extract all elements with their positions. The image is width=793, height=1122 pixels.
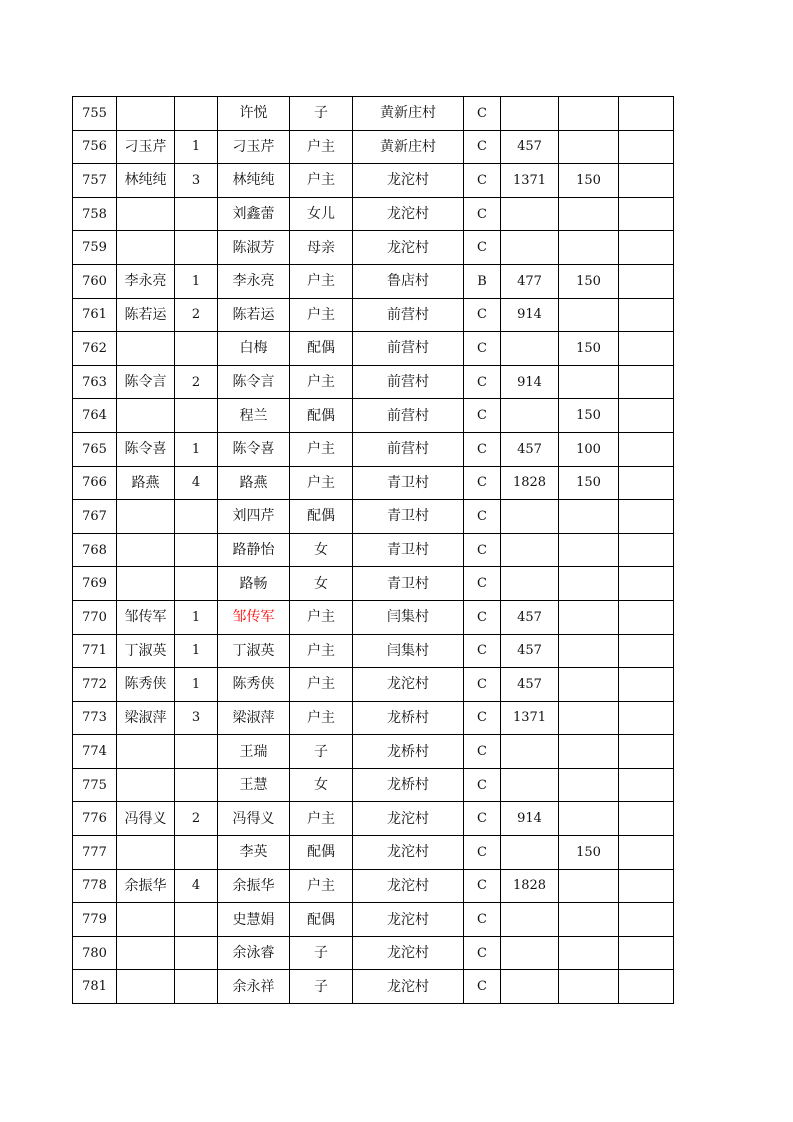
amount-a-cell: 457 xyxy=(501,130,559,164)
household-size-cell xyxy=(175,231,218,265)
amount-b-cell xyxy=(559,567,619,601)
village-cell: 黄新庄村 xyxy=(353,130,464,164)
household-size-cell: 1 xyxy=(175,634,218,668)
row-number-cell: 780 xyxy=(73,936,117,970)
household-size-cell: 1 xyxy=(175,264,218,298)
note-cell xyxy=(619,130,674,164)
note-cell xyxy=(619,802,674,836)
note-cell xyxy=(619,701,674,735)
note-cell xyxy=(619,231,674,265)
household-size-cell xyxy=(175,197,218,231)
table-row xyxy=(73,130,674,164)
grade-cell: C xyxy=(464,130,501,164)
relation-cell: 户主 xyxy=(290,432,353,466)
note-cell xyxy=(619,567,674,601)
row-number-cell: 781 xyxy=(73,970,117,1004)
village-cell: 鲁店村 xyxy=(353,264,464,298)
member-name-cell: 丁淑英 xyxy=(218,634,290,668)
grade-cell: C xyxy=(464,701,501,735)
member-name-cell: 邹传军 xyxy=(218,600,290,634)
row-number-cell: 764 xyxy=(73,399,117,433)
table-row xyxy=(73,332,674,366)
household-head-cell xyxy=(117,197,175,231)
amount-a-cell: 457 xyxy=(501,634,559,668)
household-size-cell: 2 xyxy=(175,802,218,836)
grade-cell: C xyxy=(464,466,501,500)
household-head-cell: 林纯纯 xyxy=(117,164,175,198)
amount-a-cell xyxy=(501,197,559,231)
table-row xyxy=(73,533,674,567)
amount-a-cell: 914 xyxy=(501,365,559,399)
household-head-cell xyxy=(117,97,175,131)
household-head-cell xyxy=(117,936,175,970)
amount-b-cell xyxy=(559,298,619,332)
grade-cell: C xyxy=(464,802,501,836)
row-number-cell: 775 xyxy=(73,768,117,802)
amount-b-cell xyxy=(559,802,619,836)
amount-a-cell xyxy=(501,836,559,870)
relation-cell: 子 xyxy=(290,735,353,769)
amount-b-cell xyxy=(559,231,619,265)
grade-cell: C xyxy=(464,869,501,903)
table-row xyxy=(73,231,674,265)
note-cell xyxy=(619,500,674,534)
amount-b-cell: 150 xyxy=(559,164,619,198)
village-cell: 青卫村 xyxy=(353,533,464,567)
member-name-cell: 史慧娟 xyxy=(218,903,290,937)
note-cell xyxy=(619,399,674,433)
note-cell xyxy=(619,903,674,937)
household-head-cell xyxy=(117,231,175,265)
row-number-cell: 765 xyxy=(73,432,117,466)
amount-a-cell xyxy=(501,533,559,567)
village-cell: 龙桥村 xyxy=(353,735,464,769)
amount-b-cell xyxy=(559,936,619,970)
relation-cell: 户主 xyxy=(290,365,353,399)
note-cell xyxy=(619,332,674,366)
household-head-cell xyxy=(117,533,175,567)
amount-a-cell xyxy=(501,500,559,534)
household-size-cell: 4 xyxy=(175,466,218,500)
row-number-cell: 769 xyxy=(73,567,117,601)
table-row xyxy=(73,432,674,466)
member-name-cell: 刘四芹 xyxy=(218,500,290,534)
relation-cell: 户主 xyxy=(290,298,353,332)
grade-cell: C xyxy=(464,634,501,668)
household-size-cell: 1 xyxy=(175,600,218,634)
relation-cell: 户主 xyxy=(290,130,353,164)
village-cell: 前营村 xyxy=(353,365,464,399)
member-name-cell: 王瑞 xyxy=(218,735,290,769)
village-cell: 龙沱村 xyxy=(353,936,464,970)
household-size-cell xyxy=(175,567,218,601)
member-name-cell: 许悦 xyxy=(218,97,290,131)
note-cell xyxy=(619,97,674,131)
amount-b-cell: 150 xyxy=(559,466,619,500)
member-name-cell: 余泳睿 xyxy=(218,936,290,970)
note-cell xyxy=(619,533,674,567)
household-head-cell xyxy=(117,768,175,802)
village-cell: 前营村 xyxy=(353,332,464,366)
household-size-cell xyxy=(175,836,218,870)
table-row xyxy=(73,466,674,500)
member-name-cell: 冯得义 xyxy=(218,802,290,836)
member-name-cell: 程兰 xyxy=(218,399,290,433)
note-cell xyxy=(619,432,674,466)
note-cell xyxy=(619,735,674,769)
grade-cell: C xyxy=(464,432,501,466)
relation-cell: 配偶 xyxy=(290,399,353,433)
note-cell xyxy=(619,869,674,903)
amount-a-cell: 914 xyxy=(501,298,559,332)
note-cell xyxy=(619,970,674,1004)
relation-cell: 子 xyxy=(290,97,353,131)
household-head-cell: 刁玉芹 xyxy=(117,130,175,164)
row-number-cell: 779 xyxy=(73,903,117,937)
grade-cell: C xyxy=(464,164,501,198)
village-cell: 前营村 xyxy=(353,399,464,433)
amount-a-cell: 914 xyxy=(501,802,559,836)
note-cell xyxy=(619,298,674,332)
note-cell xyxy=(619,768,674,802)
grade-cell: C xyxy=(464,197,501,231)
village-cell: 闫集村 xyxy=(353,600,464,634)
village-cell: 龙沱村 xyxy=(353,903,464,937)
village-cell: 黄新庄村 xyxy=(353,97,464,131)
amount-b-cell xyxy=(559,869,619,903)
grade-cell: C xyxy=(464,298,501,332)
row-number-cell: 774 xyxy=(73,735,117,769)
relation-cell: 户主 xyxy=(290,668,353,702)
amount-a-cell: 1371 xyxy=(501,701,559,735)
member-name-cell: 梁淑萍 xyxy=(218,701,290,735)
household-head-cell xyxy=(117,970,175,1004)
relation-cell: 配偶 xyxy=(290,836,353,870)
relation-cell: 户主 xyxy=(290,264,353,298)
table-row xyxy=(73,634,674,668)
note-cell xyxy=(619,668,674,702)
note-cell xyxy=(619,836,674,870)
relation-cell: 子 xyxy=(290,970,353,1004)
row-number-cell: 763 xyxy=(73,365,117,399)
row-number-cell: 768 xyxy=(73,533,117,567)
village-cell: 龙沱村 xyxy=(353,869,464,903)
grade-cell: C xyxy=(464,399,501,433)
amount-b-cell xyxy=(559,533,619,567)
village-cell: 青卫村 xyxy=(353,500,464,534)
table-row xyxy=(73,802,674,836)
relation-cell: 户主 xyxy=(290,802,353,836)
row-number-cell: 760 xyxy=(73,264,117,298)
row-number-cell: 778 xyxy=(73,869,117,903)
relation-cell: 女 xyxy=(290,533,353,567)
table-row xyxy=(73,97,674,131)
table-body xyxy=(73,97,674,1004)
relation-cell: 女儿 xyxy=(290,197,353,231)
amount-b-cell xyxy=(559,600,619,634)
member-name-cell: 刁玉芹 xyxy=(218,130,290,164)
member-name-cell: 路燕 xyxy=(218,466,290,500)
table-row xyxy=(73,668,674,702)
relation-cell: 户主 xyxy=(290,634,353,668)
amount-b-cell xyxy=(559,197,619,231)
member-name-cell: 路静怡 xyxy=(218,533,290,567)
note-cell xyxy=(619,197,674,231)
household-size-cell xyxy=(175,500,218,534)
row-number-cell: 757 xyxy=(73,164,117,198)
household-size-cell xyxy=(175,399,218,433)
amount-b-cell xyxy=(559,500,619,534)
household-head-cell xyxy=(117,836,175,870)
amount-a-cell xyxy=(501,399,559,433)
household-head-cell: 邹传军 xyxy=(117,600,175,634)
household-size-cell xyxy=(175,533,218,567)
member-name-cell: 余永祥 xyxy=(218,970,290,1004)
household-table xyxy=(72,96,674,1004)
village-cell: 前营村 xyxy=(353,432,464,466)
relation-cell: 配偶 xyxy=(290,332,353,366)
amount-b-cell xyxy=(559,365,619,399)
member-name-cell: 李英 xyxy=(218,836,290,870)
grade-cell: C xyxy=(464,836,501,870)
household-size-cell: 3 xyxy=(175,164,218,198)
household-head-cell: 路燕 xyxy=(117,466,175,500)
note-cell xyxy=(619,936,674,970)
table-row xyxy=(73,399,674,433)
amount-a-cell xyxy=(501,332,559,366)
amount-a-cell xyxy=(501,567,559,601)
table-row xyxy=(73,903,674,937)
amount-a-cell: 457 xyxy=(501,600,559,634)
household-head-cell: 梁淑萍 xyxy=(117,701,175,735)
relation-cell: 户主 xyxy=(290,701,353,735)
grade-cell: C xyxy=(464,533,501,567)
member-name-cell: 陈若运 xyxy=(218,298,290,332)
household-head-cell: 陈秀侠 xyxy=(117,668,175,702)
amount-b-cell: 100 xyxy=(559,432,619,466)
household-head-cell: 陈令喜 xyxy=(117,432,175,466)
member-name-cell: 林纯纯 xyxy=(218,164,290,198)
household-size-cell xyxy=(175,735,218,769)
amount-a-cell: 457 xyxy=(501,432,559,466)
table-row xyxy=(73,500,674,534)
village-cell: 龙桥村 xyxy=(353,768,464,802)
row-number-cell: 777 xyxy=(73,836,117,870)
row-number-cell: 758 xyxy=(73,197,117,231)
amount-b-cell: 150 xyxy=(559,332,619,366)
relation-cell: 户主 xyxy=(290,466,353,500)
member-name-cell: 陈淑芳 xyxy=(218,231,290,265)
grade-cell: C xyxy=(464,332,501,366)
relation-cell: 户主 xyxy=(290,164,353,198)
table-row xyxy=(73,768,674,802)
member-name-cell: 刘鑫蕾 xyxy=(218,197,290,231)
relation-cell: 户主 xyxy=(290,869,353,903)
row-number-cell: 770 xyxy=(73,600,117,634)
row-number-cell: 755 xyxy=(73,97,117,131)
member-name-cell: 路畅 xyxy=(218,567,290,601)
note-cell xyxy=(619,365,674,399)
amount-b-cell xyxy=(559,130,619,164)
household-size-cell: 1 xyxy=(175,130,218,164)
member-name-cell: 王慧 xyxy=(218,768,290,802)
amount-a-cell xyxy=(501,768,559,802)
row-number-cell: 766 xyxy=(73,466,117,500)
village-cell: 青卫村 xyxy=(353,466,464,500)
household-size-cell xyxy=(175,903,218,937)
amount-a-cell xyxy=(501,231,559,265)
table-row xyxy=(73,264,674,298)
relation-cell: 户主 xyxy=(290,600,353,634)
amount-a-cell xyxy=(501,735,559,769)
amount-b-cell xyxy=(559,668,619,702)
village-cell: 前营村 xyxy=(353,298,464,332)
village-cell: 龙沱村 xyxy=(353,836,464,870)
amount-b-cell xyxy=(559,634,619,668)
amount-a-cell: 1371 xyxy=(501,164,559,198)
table-row xyxy=(73,970,674,1004)
grade-cell: C xyxy=(464,567,501,601)
row-number-cell: 762 xyxy=(73,332,117,366)
amount-a-cell: 457 xyxy=(501,668,559,702)
grade-cell: C xyxy=(464,600,501,634)
relation-cell: 子 xyxy=(290,936,353,970)
household-head-cell: 李永亮 xyxy=(117,264,175,298)
amount-b-cell xyxy=(559,735,619,769)
household-head-cell xyxy=(117,567,175,601)
grade-cell: C xyxy=(464,735,501,769)
household-size-cell: 3 xyxy=(175,701,218,735)
row-number-cell: 761 xyxy=(73,298,117,332)
row-number-cell: 776 xyxy=(73,802,117,836)
relation-cell: 女 xyxy=(290,768,353,802)
household-size-cell xyxy=(175,936,218,970)
household-size-cell: 1 xyxy=(175,668,218,702)
note-cell xyxy=(619,600,674,634)
member-name-cell: 白梅 xyxy=(218,332,290,366)
grade-cell: C xyxy=(464,970,501,1004)
table-row xyxy=(73,836,674,870)
table-row xyxy=(73,701,674,735)
household-size-cell xyxy=(175,768,218,802)
amount-a-cell xyxy=(501,97,559,131)
amount-a-cell xyxy=(501,970,559,1004)
note-cell xyxy=(619,264,674,298)
amount-a-cell: 1828 xyxy=(501,466,559,500)
household-size-cell: 2 xyxy=(175,365,218,399)
village-cell: 龙沱村 xyxy=(353,970,464,1004)
relation-cell: 配偶 xyxy=(290,903,353,937)
grade-cell: C xyxy=(464,768,501,802)
household-head-cell xyxy=(117,735,175,769)
row-number-cell: 756 xyxy=(73,130,117,164)
household-size-cell: 2 xyxy=(175,298,218,332)
grade-cell: B xyxy=(464,264,501,298)
amount-b-cell xyxy=(559,903,619,937)
table-row xyxy=(73,567,674,601)
amount-b-cell: 150 xyxy=(559,399,619,433)
grade-cell: C xyxy=(464,500,501,534)
amount-b-cell xyxy=(559,701,619,735)
member-name-cell: 陈令喜 xyxy=(218,432,290,466)
village-cell: 闫集村 xyxy=(353,634,464,668)
amount-b-cell: 150 xyxy=(559,264,619,298)
note-cell xyxy=(619,164,674,198)
household-head-cell xyxy=(117,500,175,534)
grade-cell: C xyxy=(464,936,501,970)
village-cell: 龙沱村 xyxy=(353,197,464,231)
household-size-cell: 4 xyxy=(175,869,218,903)
table-row xyxy=(73,869,674,903)
relation-cell: 母亲 xyxy=(290,231,353,265)
row-number-cell: 773 xyxy=(73,701,117,735)
relation-cell: 女 xyxy=(290,567,353,601)
household-size-cell xyxy=(175,332,218,366)
amount-b-cell xyxy=(559,97,619,131)
household-head-cell: 冯得义 xyxy=(117,802,175,836)
household-size-cell: 1 xyxy=(175,432,218,466)
row-number-cell: 772 xyxy=(73,668,117,702)
table-row xyxy=(73,197,674,231)
note-cell xyxy=(619,466,674,500)
table-row xyxy=(73,164,674,198)
amount-a-cell xyxy=(501,903,559,937)
grade-cell: C xyxy=(464,903,501,937)
household-head-cell xyxy=(117,399,175,433)
village-cell: 龙沱村 xyxy=(353,668,464,702)
household-head-cell: 丁淑英 xyxy=(117,634,175,668)
amount-b-cell xyxy=(559,970,619,1004)
village-cell: 龙沱村 xyxy=(353,164,464,198)
grade-cell: C xyxy=(464,668,501,702)
amount-b-cell xyxy=(559,768,619,802)
member-name-cell: 陈令言 xyxy=(218,365,290,399)
household-size-cell xyxy=(175,970,218,1004)
amount-b-cell: 150 xyxy=(559,836,619,870)
household-head-cell: 余振华 xyxy=(117,869,175,903)
household-size-cell xyxy=(175,97,218,131)
grade-cell: C xyxy=(464,97,501,131)
household-head-cell xyxy=(117,903,175,937)
household-head-cell: 陈令言 xyxy=(117,365,175,399)
table-row xyxy=(73,365,674,399)
row-number-cell: 759 xyxy=(73,231,117,265)
member-name-cell: 陈秀侠 xyxy=(218,668,290,702)
table-row xyxy=(73,735,674,769)
grade-cell: C xyxy=(464,365,501,399)
amount-a-cell xyxy=(501,936,559,970)
row-number-cell: 767 xyxy=(73,500,117,534)
note-cell xyxy=(619,634,674,668)
grade-cell: C xyxy=(464,231,501,265)
amount-a-cell: 1828 xyxy=(501,869,559,903)
member-name-cell: 余振华 xyxy=(218,869,290,903)
amount-a-cell: 477 xyxy=(501,264,559,298)
table-row xyxy=(73,936,674,970)
village-cell: 龙桥村 xyxy=(353,701,464,735)
member-name-cell: 李永亮 xyxy=(218,264,290,298)
village-cell: 青卫村 xyxy=(353,567,464,601)
household-head-cell: 陈若运 xyxy=(117,298,175,332)
row-number-cell: 771 xyxy=(73,634,117,668)
village-cell: 龙沱村 xyxy=(353,802,464,836)
table-row xyxy=(73,600,674,634)
relation-cell: 配偶 xyxy=(290,500,353,534)
household-head-cell xyxy=(117,332,175,366)
table-row xyxy=(73,298,674,332)
village-cell: 龙沱村 xyxy=(353,231,464,265)
